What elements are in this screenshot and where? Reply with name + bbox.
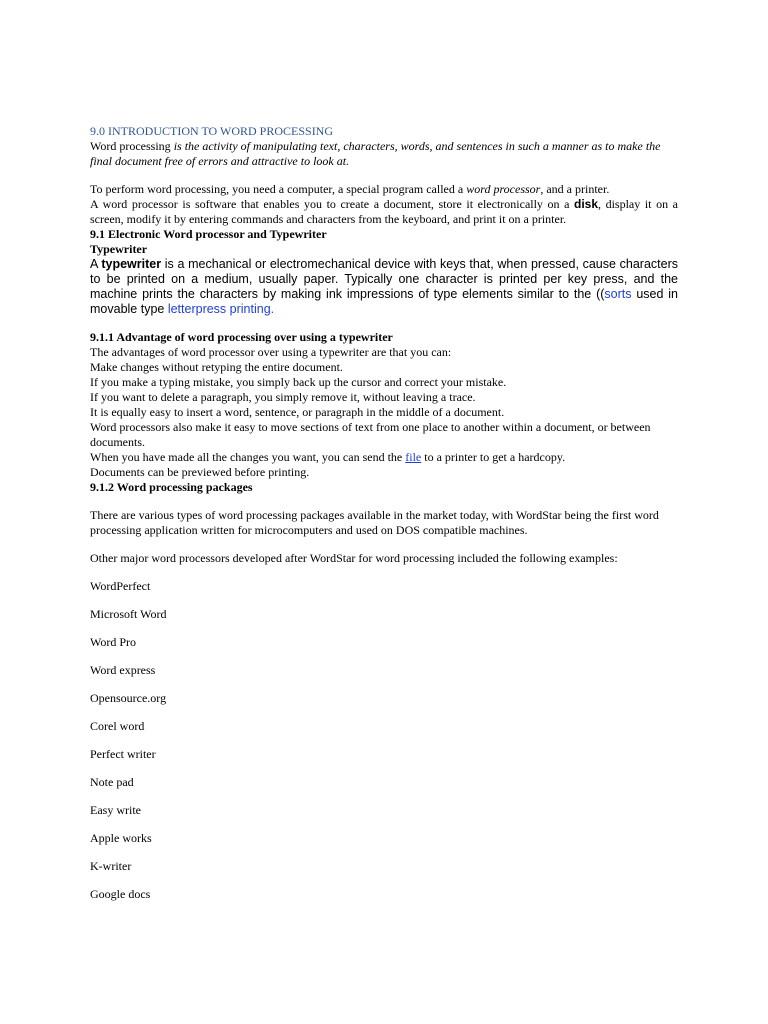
typewriter-text-b: is a mechanical or electromechanical device with keys that, when pressed, cause characters to be printed on a medium, usually paper. Typically one character is printed per key press, and the machine prints the characters by making ink impressions of type elements similar to the (( [90, 257, 679, 301]
package-item: Corel word [90, 719, 145, 733]
intro-p2-bold-disk: disk [574, 197, 599, 211]
spacer [90, 566, 678, 579]
packages-paragraph-2: Other major word processors developed after WordStar for word processing included the following examples: [90, 551, 618, 565]
packages-paragraph-1: There are various types of word processing packages available in the market today, with WordStar being the first word processing application written for microcomputers and used on DOS compatible machines. [90, 508, 659, 537]
package-item: WordPerfect [90, 579, 151, 593]
spacer [90, 495, 678, 508]
definition-text: is the activity of manipulating text, characters, words, and sentences in such a manner as to make the final document free of errors and attractive to look at. [90, 139, 661, 168]
packages-list [90, 579, 678, 902]
intro-p2-text-a: A word processor is software that enables you to create a document, store it electronically on a [90, 197, 574, 211]
spacer [90, 538, 678, 551]
advantages-intro: The advantages of word processor over using a typewriter are that you can: [90, 345, 452, 359]
intro-paragraph-1 [90, 182, 678, 197]
typewriter-paragraph [90, 257, 678, 317]
section-heading-9-1: 9.1 Electronic Word processor and Typewriter [90, 227, 327, 241]
package-item: Microsoft Word [90, 607, 167, 621]
package-item: Perfect writer [90, 747, 156, 761]
package-item: Opensource.org [90, 691, 167, 705]
typewriter-text-d: . [270, 302, 275, 316]
preview-line: Documents can be previewed before printing. [90, 465, 310, 479]
intro-p1-text-b: , and a printer. [540, 182, 610, 196]
typewriter-bold: typewriter [101, 257, 162, 271]
sorts-link[interactable]: sorts [604, 287, 632, 301]
subheading-typewriter: Typewriter [90, 242, 148, 256]
definition-lead: Word processing [90, 139, 171, 153]
letterpress-printing-link[interactable]: letterpress printing [167, 302, 271, 316]
package-item: Google docs [90, 887, 151, 901]
package-item: Easy write [90, 803, 141, 817]
section-heading-9-0: 9.0 INTRODUCTION TO WORD PROCESSING [90, 124, 334, 138]
send-to-printer-line [90, 450, 678, 465]
typewriter-text-a: A [90, 257, 102, 271]
advantage-item: Make changes without retyping the entire document. [90, 360, 343, 374]
send-text-b: to a printer to get a hardcopy. [421, 450, 566, 464]
send-text-a: When you have made all the changes you want, you can send the [90, 450, 406, 464]
package-item: Word Pro [90, 635, 137, 649]
section-heading-9-1-2: 9.1.2 Word processing packages [90, 480, 253, 494]
spacer [90, 169, 678, 182]
package-item: Note pad [90, 775, 134, 789]
intro-p1-text-a: To perform word processing, you need a computer, a special program called a [90, 182, 467, 196]
advantage-item: It is equally easy to insert a word, sentence, or paragraph in the middle of a document. [90, 405, 505, 419]
intro-p1-emphasis: word processor [466, 182, 541, 196]
typewriter-text-c: used in movable type [90, 287, 679, 316]
intro-p2-text-b: , display it on a screen, modify it by entering commands and characters from the keyboard, and print it on a printer. [90, 197, 678, 226]
advantage-item: If you make a typing mistake, you simply back up the cursor and correct your mistake. [90, 375, 507, 389]
section-heading-9-1-1: 9.1.1 Advantage of word processing over using a typewriter [90, 330, 393, 344]
file-link[interactable]: file [405, 450, 422, 464]
advantage-item: Word processors also make it easy to move sections of text from one place to another within a document, or between documents. [90, 420, 651, 449]
spacer [90, 317, 678, 330]
package-item: K-writer [90, 859, 132, 873]
package-item: Apple works [90, 831, 152, 845]
advantage-item: If you want to delete a paragraph, you simply remove it, without leaving a trace. [90, 390, 476, 404]
document-page [90, 124, 678, 915]
word-processing-definition [90, 139, 678, 169]
intro-paragraph-2 [90, 197, 678, 227]
package-item: Word express [90, 663, 156, 677]
